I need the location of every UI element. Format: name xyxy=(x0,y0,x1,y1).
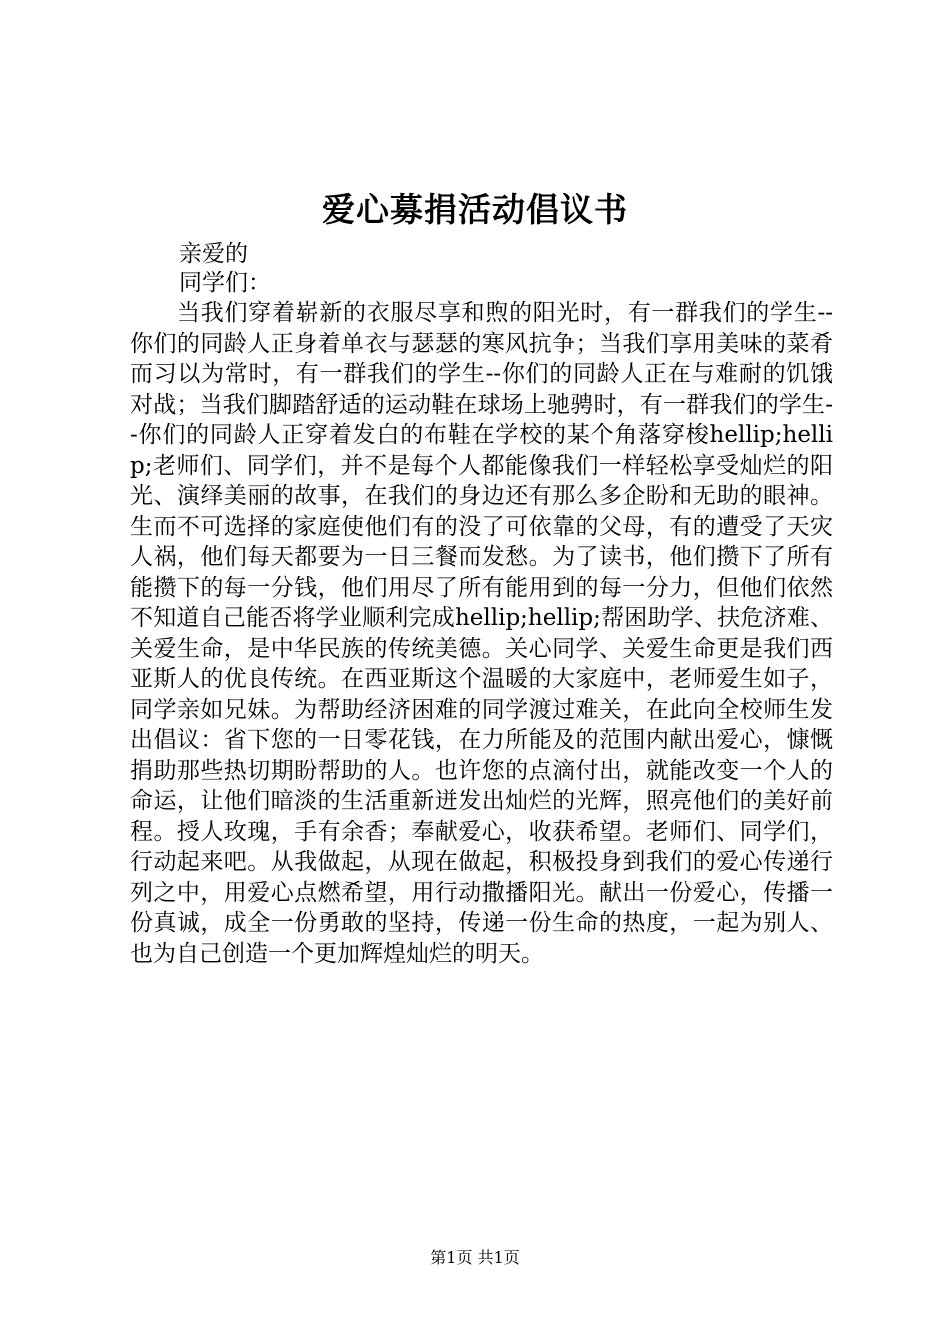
body-paragraph: 当我们穿着崭新的衣服尽享和煦的阳光时，有一群我们的学生--你们的同龄人正身着单衣与瑟瑟的寒风抗争；当我们享用美味的菜肴而习以为常时，有一群我们的学生--你们的同龄人正在与难耐的饥饿对战；当我们脚踏舒适的运动鞋在球场上驰骋时，有一群我们的学生--你们的同龄人正穿着发白的布鞋在学校的某个角落穿梭hellip;hellip;老师们、同学们，并不是每个人都能像我们一样轻松享受灿烂的阳光、演绎美丽的故事，在我们的身边还有那么多企盼和无助的眼神。生而不可选择的家庭使他们有的没了可依靠的父母，有的遭受了天灾人祸，他们每天都要为一日三餐而发愁。为了读书，他们攒下了所有能攒下的每一分钱，他们用尽了所有能用到的每一分力，但他们依然不知道自己能否将学业顺利完成hellip;hellip;帮困助学、扶危济难、关爱生命，是中华民族的传统美德。关心同学、关爱生命更是我们西亚斯人的优良传统。在西亚斯这个温暖的大家庭中，老师爱生如子，同学亲如兄妹。为帮助经济困难的同学渡过难关，在此向全校师生发出倡议：省下您的一日零花钱，在力所能及的范围内献出爱心，慷慨捐助那些热切期盼帮助的人。也许您的点滴付出，就能改变一个人的命运，让他们暗淡的生活重新迸发出灿烂的光辉，照亮他们的美好前程。授人玫瑰，手有余香；奉献爱心，收获希望。老师们、同学们，行动起来吧。从我做起，从现在做起，积极投身到我们的爱心传递行列之中，用爱心点燃希望，用行动撒播阳光。献出一份爱心，传播一份真诚，成全一份勇敢的坚持，传递一份生命的热度，一起为别人、也为自己创造一个更加辉煌灿烂的明天。 xyxy=(130,300,833,967)
page-footer: 第1页 共1页 xyxy=(430,1248,520,1267)
salutation-line-2: 同学们： xyxy=(179,270,271,296)
salutation-line-1: 亲爱的 xyxy=(179,241,248,267)
document-title: 爱心募捐活动倡议书 xyxy=(322,190,628,229)
